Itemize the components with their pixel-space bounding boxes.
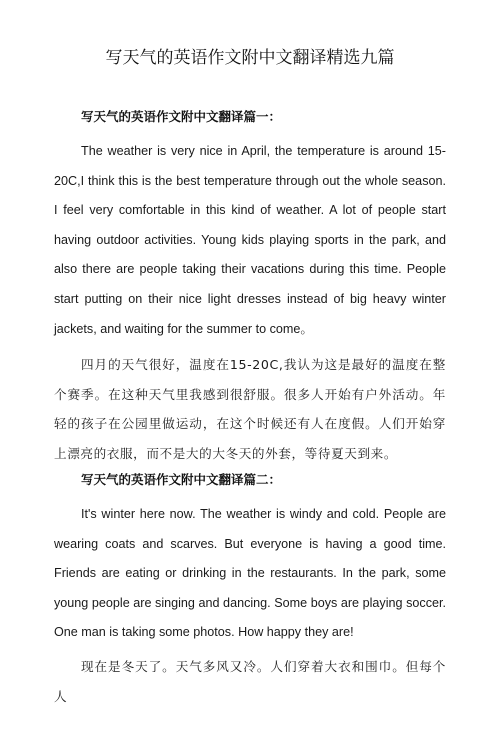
section-heading-1: 写天气的英语作文附中文翻译篇一： xyxy=(81,109,282,124)
section-2-english-paragraph: It's winter here now. The weather is windy and cold. People are wearing coats and scarves. But everyone is having a good time. Friends are eating or drinking in the restaurants. In the park, some young people are singing and dancing. Some boys are playing soccer. One man is taking some photos. How happy they are! xyxy=(54,507,446,640)
section-heading-2: 写天气的英语作文附中文翻译篇二： xyxy=(81,472,282,487)
section-2-chinese-paragraph: 现在是冬天了。天气多风又冷。人们穿着大衣和围巾。但每个人 xyxy=(54,659,446,704)
document-title: 写天气的英语作文附中文翻译精选九篇 xyxy=(105,48,395,68)
section-1-english-paragraph: The weather is very nice in April, the temperature is around 15- 20C,I think this is the best temperature through out the whole season. I feel very comfortable in this kind of weather. A lot of people start having outdoor activities. Young kids playing sports in the park, and also there are people taking their vacations during this time. People start putting on their nice light dresses instead of big heavy winter jackets, and waiting for the summer to come。 xyxy=(54,144,446,336)
section-1-chinese-paragraph: 四月的天气很好，温度在15-20C,我认为这是最好的温度在整个赛季。在这种天气里我感到很舒服。很多人开始有户外活动。年轻的孩子在公园里做运动，在这个时候还有人在度假。人们开始穿上漂亮的衣服，而不是大的大冬天的外套，等待夏天到来。 xyxy=(54,357,446,461)
